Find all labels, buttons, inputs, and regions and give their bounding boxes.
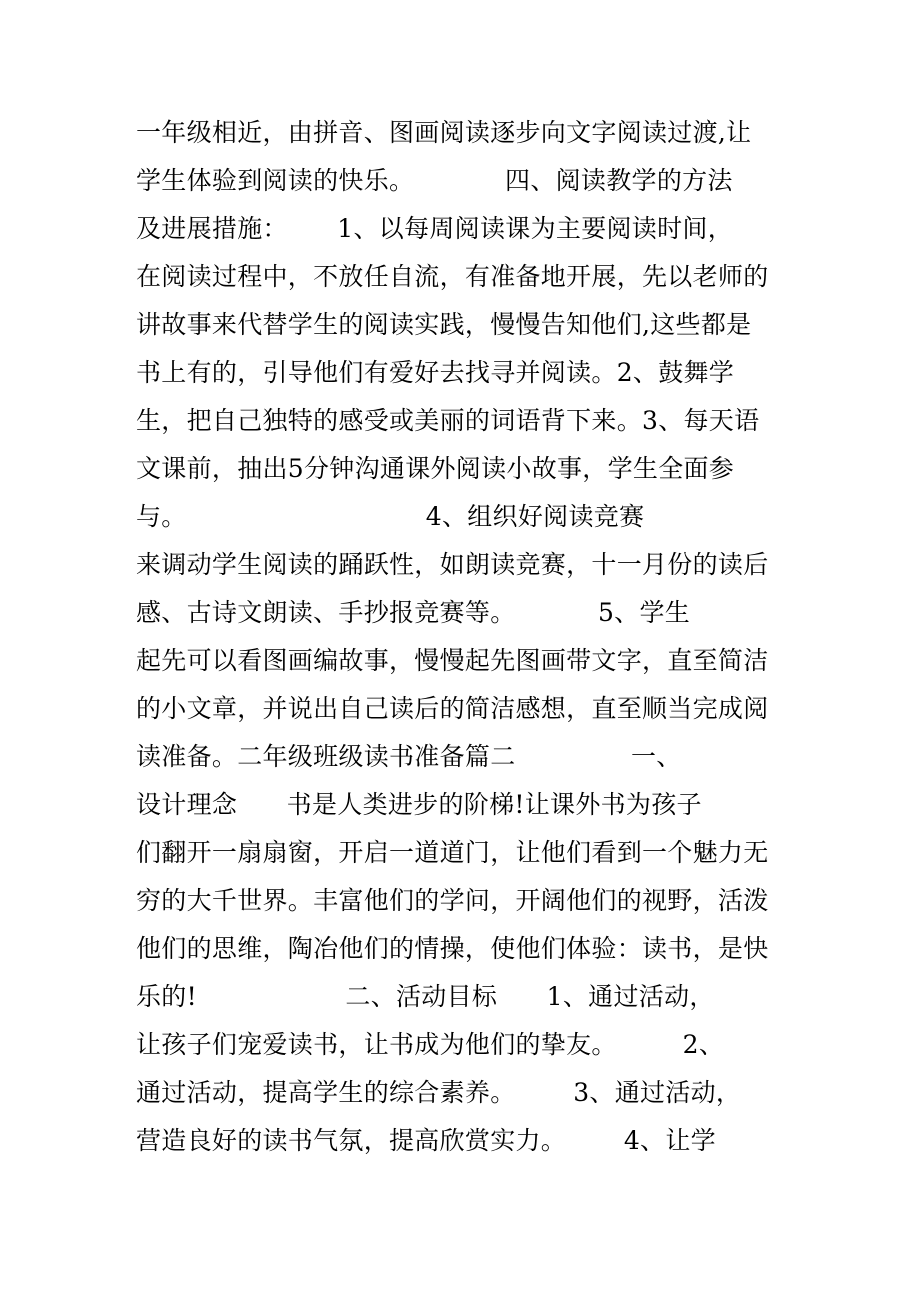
text-line-14: 读准备。二年级班级读书准备篇二 一、 — [136, 742, 682, 771]
text-line-9: 与。 4、组织好阅读竞赛 — [136, 502, 645, 531]
text-line-16: 们翻开一扇扇窗，开启一道道门，让他们看到一个魅力无 — [136, 838, 769, 867]
text-line-22: 营造良好的读书气氛，提高欣赏实力。 4、让学 — [136, 1126, 716, 1155]
text-line-3: 及进展措施： 1、以每周阅读课为主要阅读时间， — [136, 214, 733, 243]
text-line-10: 来调动学生阅读的踊跃性，如朗读竞赛，十一月份的读后 — [136, 550, 769, 579]
text-line-15: 设计理念 书是人类进步的阶梯!让课外书为孩子 — [136, 790, 702, 819]
text-line-8: 文课前，抽出5分钟沟通课外阅读小故事，学生全面参 — [136, 454, 735, 483]
text-line-1: 一年级相近，由拼音、图画阅读逐步向文字阅读过渡,让 — [136, 118, 752, 147]
text-line-17: 穷的大千世界。丰富他们的学问，开阔他们的视野，活泼 — [136, 886, 769, 915]
text-line-7: 生，把自己独特的感受或美丽的词语背下来。3、每天语 — [136, 406, 760, 435]
text-line-5: 讲故事来代替学生的阅读实践，慢慢告知他们,这些都是 — [136, 310, 752, 339]
text-line-21: 通过活动，提高学生的综合素养。 3、通过活动， — [136, 1078, 742, 1107]
text-line-4: 在阅读过程中，不放任自流，有准备地开展，先以老师的 — [136, 262, 769, 291]
text-line-20: 让孩子们宠爱读书，让书成为他们的挚友。 2、 — [136, 1030, 725, 1059]
text-line-2: 学生体验到阅读的快乐。 四、阅读教学的方法 — [136, 166, 733, 195]
text-line-18: 他们的思维，陶冶他们的情操，使他们体验：读书，是快 — [136, 934, 769, 963]
text-line-12: 起先可以看图画编故事，慢慢起先图画带文字，直至简洁 — [136, 646, 769, 675]
text-line-13: 的小文章，并说出自己读后的简洁感想，直至顺当完成阅 — [136, 694, 769, 723]
text-line-6: 书上有的，引导他们有爱好去找寻并阅读。2、鼓舞学 — [136, 358, 735, 387]
text-line-11: 感、古诗文朗读、手抄报竞赛等。 5、学生 — [136, 598, 691, 627]
text-line-19: 乐的! 二、活动目标 1、通过活动， — [136, 982, 715, 1011]
